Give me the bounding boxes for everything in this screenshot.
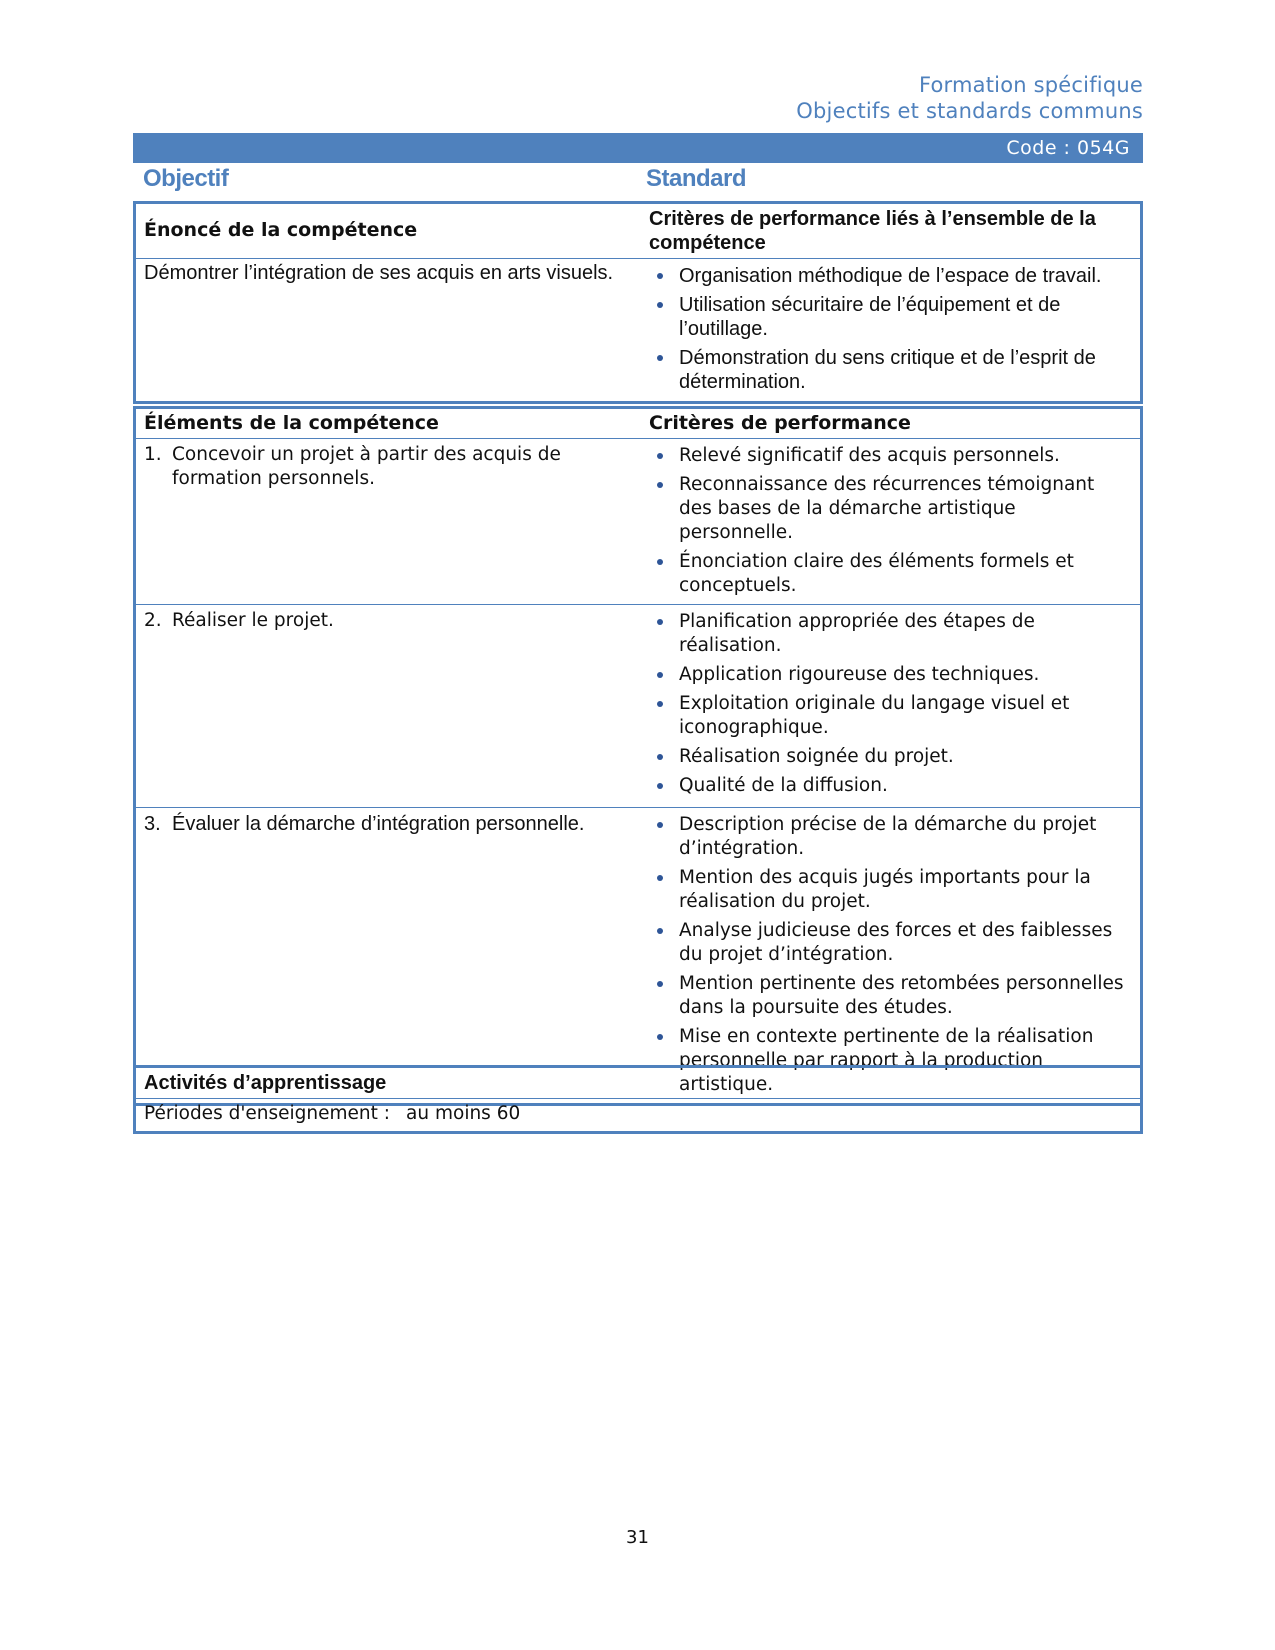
periods-label: Périodes d'enseignement : bbox=[144, 1103, 391, 1124]
bullet-icon bbox=[657, 875, 663, 881]
list-item: Mention des acquis jugés importants pour la réalisation du projet. bbox=[649, 866, 1132, 914]
bullet-icon bbox=[657, 754, 663, 760]
competence-statement: Démontrer l’intégration de ses acquis en arts visuels. bbox=[144, 262, 614, 284]
bullet-icon bbox=[657, 928, 663, 934]
bullet-icon bbox=[657, 302, 663, 308]
activites-table bbox=[133, 1065, 1143, 1134]
bullet-icon bbox=[657, 273, 663, 279]
element-text: Réaliser le projet. bbox=[172, 610, 334, 631]
column-heading-objectif: Objectif bbox=[143, 165, 229, 192]
element-row-1 bbox=[136, 438, 1140, 604]
column-heading-standard: Standard bbox=[646, 165, 747, 192]
element-criteria-list bbox=[649, 444, 1132, 598]
list-item: Réalisation soignée du projet. bbox=[649, 745, 1132, 769]
header-section-title: Formation spécifique bbox=[918, 73, 1143, 97]
element-row-2 bbox=[136, 604, 1140, 807]
bullet-icon bbox=[657, 619, 663, 625]
element-number: 1. bbox=[144, 444, 162, 465]
enonce-content-row bbox=[136, 258, 1140, 401]
element-text: Évaluer la démarche d’intégration personnelle. bbox=[172, 813, 585, 835]
elements-table bbox=[133, 406, 1143, 1106]
elements-heading: Éléments de la compétence bbox=[144, 412, 439, 434]
bullet-icon bbox=[657, 559, 663, 565]
code-bar bbox=[133, 133, 1143, 163]
page-number: 31 bbox=[626, 1527, 649, 1548]
elements-criteria-heading: Critères de performance bbox=[649, 412, 911, 434]
list-item: Mise en contexte pertinente de la réalisation personnelle par rapport à la production artistique. bbox=[649, 1025, 1132, 1097]
activites-heading: Activités d’apprentissage bbox=[144, 1072, 387, 1094]
element-number: 3. bbox=[144, 813, 161, 835]
enonce-criteria-heading: Critères de performance liés à l’ensemble de la compétence bbox=[649, 208, 1096, 254]
bullet-icon bbox=[657, 701, 663, 707]
list-item: Application rigoureuse des techniques. bbox=[649, 663, 1132, 687]
list-item: Énonciation claire des éléments formels et conceptuels. bbox=[649, 550, 1132, 598]
bullet-icon bbox=[657, 981, 663, 987]
list-item: Relevé significatif des acquis personnels. bbox=[649, 444, 1132, 468]
bullet-icon bbox=[657, 672, 663, 678]
course-code: Code : 054G bbox=[1006, 137, 1130, 159]
bullet-icon bbox=[657, 822, 663, 828]
enonce-header-row bbox=[136, 204, 1140, 258]
list-item: Planification appropriée des étapes de réalisation. bbox=[649, 610, 1132, 658]
list-item: Organisation méthodique de l’espace de travail. bbox=[649, 264, 1132, 288]
list-item: Utilisation sécuritaire de l’équipement et de l’outillage. bbox=[649, 293, 1132, 341]
enonce-criteria-list bbox=[649, 264, 1132, 394]
element-text: Concevoir un projet à partir des acquis de formation personnels. bbox=[172, 444, 561, 489]
list-item: Mention pertinente des retombées personnelles dans la poursuite des études. bbox=[649, 972, 1132, 1020]
list-item: Analyse judicieuse des forces et des faiblesses du projet d’intégration. bbox=[649, 919, 1132, 967]
bullet-icon bbox=[657, 453, 663, 459]
enonce-table bbox=[133, 201, 1143, 404]
periods-value: au moins 60 bbox=[406, 1103, 521, 1124]
activites-header-row bbox=[136, 1068, 1140, 1098]
element-row-3 bbox=[136, 807, 1140, 1103]
header-subtitle: Objectifs et standards communs bbox=[796, 99, 1143, 123]
element-number: 2. bbox=[144, 610, 162, 631]
list-item: Qualité de la diffusion. bbox=[649, 774, 1132, 798]
element-criteria-list bbox=[649, 813, 1132, 1097]
document-header bbox=[796, 72, 1143, 124]
list-item: Exploitation originale du langage visuel et iconographique. bbox=[649, 692, 1132, 740]
bullet-icon bbox=[657, 783, 663, 789]
enonce-heading: Énoncé de la compétence bbox=[144, 219, 418, 241]
elements-header-row bbox=[136, 409, 1140, 438]
bullet-icon bbox=[657, 482, 663, 488]
list-item: Description précise de la démarche du projet d’intégration. bbox=[649, 813, 1132, 861]
list-item: Reconnaissance des récurrences témoignant des bases de la démarche artistique personnelle. bbox=[649, 473, 1132, 545]
list-item: Démonstration du sens critique et de l’esprit de détermination. bbox=[649, 346, 1132, 394]
bullet-icon bbox=[657, 355, 663, 361]
periods-row bbox=[136, 1098, 1140, 1131]
bullet-icon bbox=[657, 1034, 663, 1040]
element-criteria-list bbox=[649, 610, 1132, 798]
